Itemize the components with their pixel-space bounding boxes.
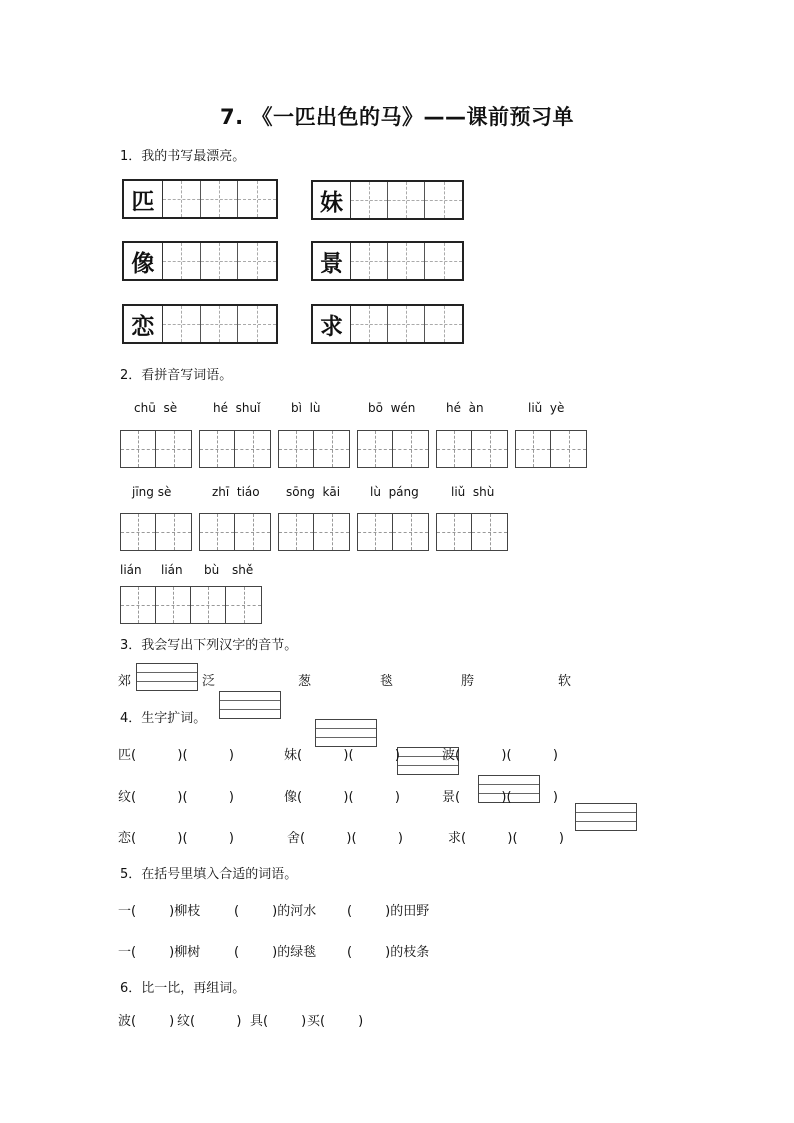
hanzi: 景	[442, 790, 456, 805]
writing-cell[interactable]	[437, 514, 472, 550]
writing-cell[interactable]	[201, 181, 239, 217]
writing-cell[interactable]	[163, 306, 201, 342]
hanzi: 纹	[118, 790, 132, 805]
writing-cell[interactable]	[472, 431, 507, 467]
hanzi: 胯	[461, 674, 475, 689]
hanzi: 波	[442, 748, 456, 763]
pinyin-lines-box[interactable]	[315, 719, 377, 747]
writing-cell[interactable]	[201, 243, 239, 279]
word-expansion-item[interactable]: 舍( )( )	[287, 831, 403, 846]
writing-cell[interactable]	[156, 514, 191, 550]
writing-cell[interactable]	[516, 431, 551, 467]
fill-blank-item[interactable]: 一( )柳枝	[118, 904, 201, 919]
fill-blank-item[interactable]: ( )的河水	[234, 904, 317, 919]
practice-row	[311, 241, 464, 281]
word-expansion-item[interactable]: 求( )( )	[448, 831, 564, 846]
hanzi: 恋	[118, 831, 132, 846]
page-title: 7. 《一匹出色的马》——课前预习单	[220, 105, 574, 129]
writing-cell[interactable]	[437, 431, 472, 467]
writing-cell[interactable]	[121, 431, 156, 467]
hanzi: 毯	[380, 674, 394, 689]
pinyin: bù	[204, 563, 220, 577]
fill-blank-item[interactable]: ( )的绿毯	[234, 945, 317, 960]
pinyin: bì lù	[291, 401, 321, 415]
pinyin-lines-box[interactable]	[575, 803, 637, 831]
pinyin: zhī tiáo	[212, 485, 260, 499]
tianzige-box	[515, 430, 587, 468]
question-4-label: 4．生字扩词。	[120, 711, 207, 726]
writing-cell[interactable]	[314, 514, 349, 550]
compare-item[interactable]: 波( )	[118, 1014, 175, 1029]
writing-cell[interactable]	[238, 306, 276, 342]
question-1-label: 1．我的书写最漂亮。	[120, 149, 246, 164]
word-expansion-item[interactable]: 像( )( )	[284, 790, 400, 805]
question-5-label: 5．在括号里填入合适的词语。	[120, 867, 298, 882]
hanzi: 软	[558, 674, 572, 689]
writing-cell[interactable]	[235, 431, 270, 467]
writing-cell[interactable]	[551, 431, 586, 467]
word-expansion-item[interactable]: 妹( )( )	[284, 748, 400, 763]
pinyin: lù páng	[370, 485, 419, 499]
tianzige-box	[357, 430, 429, 468]
writing-cell[interactable]	[425, 306, 462, 342]
hanzi: 匹	[118, 748, 132, 763]
writing-cell[interactable]	[235, 514, 270, 550]
fill-blank-item[interactable]: ( )的枝条	[347, 945, 430, 960]
hanzi: 葱	[298, 674, 312, 689]
writing-cell[interactable]	[388, 306, 425, 342]
hanzi: 泛	[202, 674, 216, 689]
tianzige-box	[278, 430, 350, 468]
practice-row	[311, 180, 464, 220]
writing-cell[interactable]	[226, 587, 261, 623]
writing-cell[interactable]	[393, 514, 428, 550]
fill-blank-item[interactable]: 一( )柳树	[118, 945, 201, 960]
writing-cell[interactable]	[200, 514, 235, 550]
writing-cell[interactable]	[279, 514, 314, 550]
writing-cell[interactable]	[156, 587, 191, 623]
practice-char: 匹	[124, 181, 163, 217]
hanzi: 像	[284, 790, 298, 805]
writing-cell[interactable]	[351, 306, 388, 342]
practice-row	[311, 304, 464, 344]
pinyin: chū sè	[134, 401, 178, 415]
tianzige-box	[436, 513, 508, 551]
pinyin-lines-box[interactable]	[219, 691, 281, 719]
word-expansion-item[interactable]: 匹( )( )	[118, 748, 234, 763]
question-2-label: 2．看拼音写词语。	[120, 368, 233, 383]
writing-cell[interactable]	[163, 243, 201, 279]
writing-cell[interactable]	[163, 181, 201, 217]
compare-item[interactable]: 纹( )	[177, 1014, 242, 1029]
tianzige-box	[357, 513, 429, 551]
writing-cell[interactable]	[191, 587, 226, 623]
word-expansion-item[interactable]: 恋( )( )	[118, 831, 234, 846]
hanzi: 求	[448, 831, 462, 846]
practice-row	[122, 241, 278, 281]
word-expansion-item[interactable]: 纹( )( )	[118, 790, 234, 805]
tianzige-box	[120, 513, 192, 551]
tianzige-box	[278, 513, 350, 551]
writing-cell[interactable]	[200, 431, 235, 467]
writing-cell[interactable]	[388, 243, 425, 279]
writing-cell[interactable]	[358, 431, 393, 467]
hanzi: 郊	[118, 674, 132, 689]
writing-cell[interactable]	[201, 306, 239, 342]
writing-cell[interactable]	[472, 514, 507, 550]
writing-cell[interactable]	[388, 182, 425, 218]
pinyin: liǔ shù	[451, 485, 495, 499]
pinyin: shě	[232, 563, 254, 577]
writing-cell[interactable]	[351, 243, 388, 279]
tianzige-box	[199, 430, 271, 468]
writing-cell[interactable]	[156, 431, 191, 467]
practice-char: 妹	[313, 182, 351, 218]
question-3-label: 3．我会写出下列汉字的音节。	[120, 638, 298, 653]
fill-blank-item[interactable]: ( )的田野	[347, 904, 430, 919]
practice-char: 求	[313, 306, 351, 342]
compare-item[interactable]: 具( )	[250, 1014, 307, 1029]
practice-row	[122, 304, 278, 344]
writing-cell[interactable]	[314, 431, 349, 467]
pinyin: hé àn	[446, 401, 484, 415]
writing-cell[interactable]	[425, 182, 462, 218]
writing-cell[interactable]	[121, 587, 156, 623]
tianzige-box	[120, 430, 192, 468]
pinyin: sōng kāi	[286, 485, 341, 499]
practice-char: 像	[124, 243, 163, 279]
practice-row	[122, 179, 278, 219]
tianzige-box	[120, 586, 262, 624]
pinyin: jīng sè	[132, 485, 172, 499]
writing-cell[interactable]	[238, 243, 276, 279]
writing-cell[interactable]	[121, 514, 156, 550]
word-expansion-item[interactable]: 波( )( )	[442, 748, 558, 763]
practice-char: 景	[313, 243, 351, 279]
pinyin: liǔ yè	[528, 401, 565, 415]
tianzige-box	[199, 513, 271, 551]
writing-cell[interactable]	[351, 182, 388, 218]
writing-cell[interactable]	[279, 431, 314, 467]
word-expansion-item[interactable]: 景( )( )	[442, 790, 558, 805]
pinyin: lián	[161, 563, 183, 577]
compare-item[interactable]: 买( )	[307, 1014, 364, 1029]
writing-cell[interactable]	[425, 243, 462, 279]
writing-cell[interactable]	[358, 514, 393, 550]
pinyin: bō wén	[368, 401, 416, 415]
pinyin-lines-box[interactable]	[136, 663, 198, 691]
hanzi: 舍	[287, 831, 301, 846]
question-6-label: 6．比一比，再组词。	[120, 981, 246, 996]
pinyin: hé shuǐ	[213, 401, 261, 415]
tianzige-box	[436, 430, 508, 468]
writing-cell[interactable]	[238, 181, 276, 217]
pinyin: lián	[120, 563, 142, 577]
writing-cell[interactable]	[393, 431, 428, 467]
practice-char: 恋	[124, 306, 163, 342]
hanzi: 妹	[284, 748, 298, 763]
